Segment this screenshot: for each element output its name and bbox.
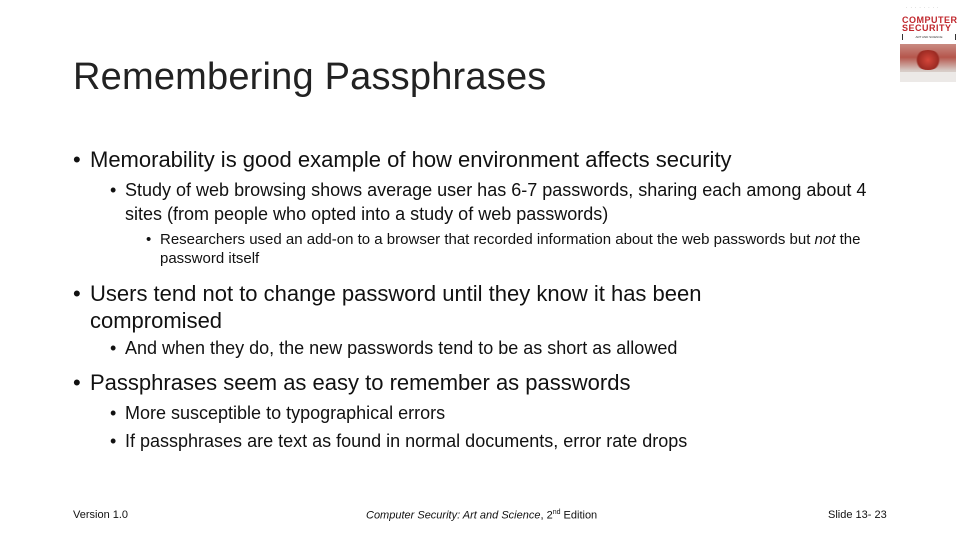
footer-edition-sup: nd xyxy=(552,509,561,516)
footer-book-title xyxy=(366,509,597,522)
bullet-text: Users tend not to change password until they know it has been compromised xyxy=(90,281,702,333)
bullet-text: If passphrases are text as found in normal documents, error rate drops xyxy=(125,431,688,451)
bullet-dot: • xyxy=(110,180,117,200)
cover-top-rule: · · · · · · · · xyxy=(906,5,940,10)
bullet-researchers-addon xyxy=(146,230,866,268)
bullet-new-passwords-short xyxy=(110,336,890,360)
bullet-dot: • xyxy=(73,370,81,395)
book-cover-image xyxy=(896,2,960,82)
bullet-study-web-browsing xyxy=(110,178,890,226)
bullet-text: Study of web browsing shows average user has 6-7 passwords, sharing each among about 4 sites (from people who opted into a study of web passwords) xyxy=(125,180,867,224)
footer-edition-pre: , 2 xyxy=(540,509,553,522)
footer-title-text: Computer Security: Art and Science xyxy=(366,509,541,522)
bullet-text: More susceptible to typographical errors xyxy=(125,403,446,423)
slide-title: Remembering Passphrases xyxy=(73,56,547,98)
footer-slide-number: Slide 13- 23 xyxy=(828,509,887,521)
bullet-text-pre: Researchers used an add-on to a browser that recorded information about the web passwords but xyxy=(160,231,815,248)
cover-title-line1: COMPUTER xyxy=(902,15,958,25)
bullet-text: Memorability is good example of how environment affects security xyxy=(90,147,732,172)
bullet-error-rate-drops xyxy=(110,429,910,453)
bullet-dot: • xyxy=(110,338,117,358)
footer-edition-post: Edition xyxy=(560,509,598,522)
cover-title-line2: SECURITY xyxy=(902,23,952,33)
bullet-passphrases-easy xyxy=(73,369,913,396)
bullet-dot: • xyxy=(73,147,81,172)
bullet-text xyxy=(160,230,866,268)
bullet-dot: • xyxy=(110,403,117,423)
footer-version: Version 1.0 xyxy=(73,509,129,521)
bullet-users-tend-not xyxy=(73,280,823,334)
bullet-text-post: the password itself xyxy=(160,231,861,267)
bullet-typographical-errors xyxy=(110,401,890,425)
bullet-dot: • xyxy=(73,281,81,306)
bullet-text: Passphrases seem as easy to remember as passwords xyxy=(90,370,631,395)
cover-subtitle: ART AND SCIENCE xyxy=(902,34,956,40)
cover-artwork xyxy=(900,44,956,82)
bullet-dot: • xyxy=(146,231,152,248)
bullet-memorability xyxy=(73,146,913,173)
bullet-text: And when they do, the new passwords tend to be as short as allowed xyxy=(125,338,678,358)
bullet-dot: • xyxy=(110,431,117,451)
bullet-text-emphasis: not xyxy=(814,231,836,248)
